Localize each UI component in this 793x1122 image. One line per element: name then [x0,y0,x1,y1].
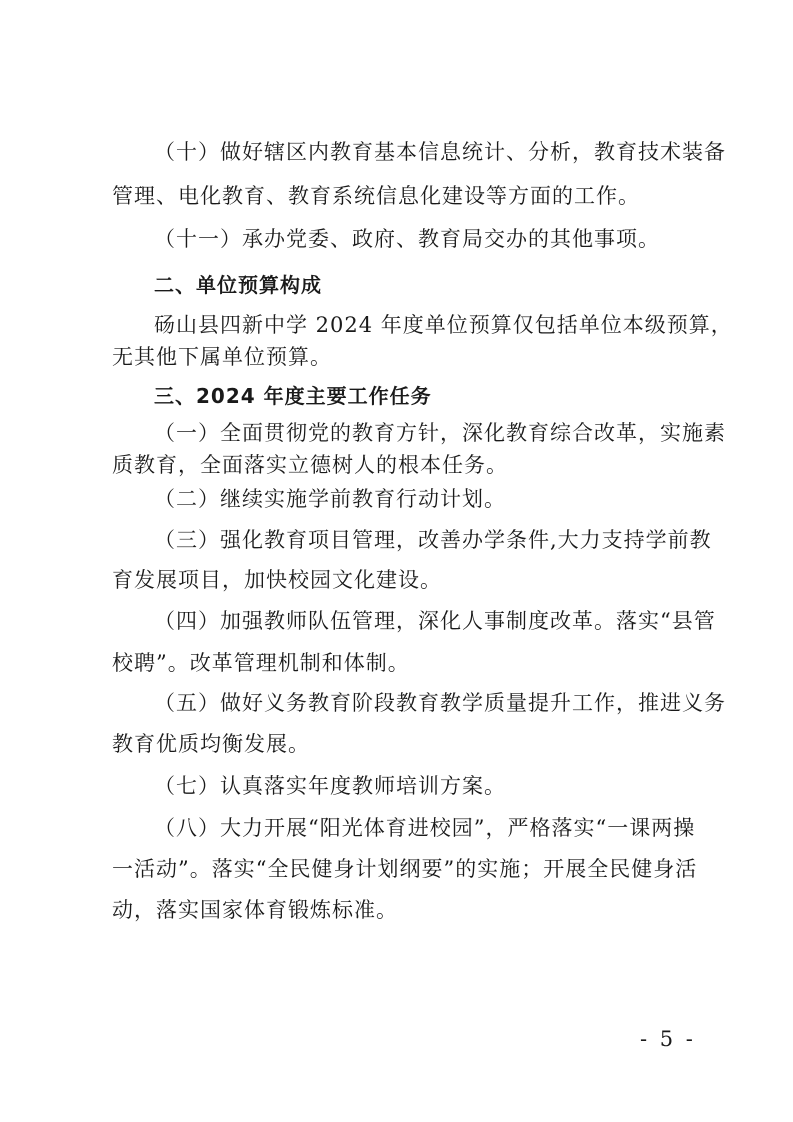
paragraph-line: 一活动”。落实“全民健身计划纲要”的实施；开展全民健身活 [112,857,698,881]
paragraph-line: 校聘”。改革管理机制和体制。 [112,651,410,675]
paragraph-line: 质教育，全面落实立德树人的根本任务。 [112,453,508,477]
paragraph-line: （七）认真落实年度教师培训方案。 [154,774,506,798]
paragraph-line: 动，落实国家体育锻炼标准。 [112,898,398,922]
paragraph-line: 教育优质均衡发展。 [112,732,310,756]
paragraph-line: （十一）承办党委、政府、教育局交办的其他事项。 [154,227,660,251]
paragraph-line: （一）全面贯彻党的教育方针，深化教育综合改革，实施素 [154,421,726,445]
paragraph-line: （四）加强教师队伍管理，深化人事制度改革。落实“县管 [154,609,716,633]
paragraph-line: （八）大力开展“阳光体育进校园”，严格落实“一课两操 [154,816,696,840]
paragraph-line: （十）做好辖区内教育基本信息统计、分析，教育技术装备 [154,140,726,164]
paragraph-line: 砀山县四新中学 2024 年度单位预算仅包括单位本级预算， [154,313,733,337]
paragraph-line: 育发展项目，加快校园文化建设。 [112,568,442,592]
section-heading: 三、2024 年度主要工作任务 [154,384,432,408]
paragraph-line: 管理、电化教育、教育系统信息化建设等方面的工作。 [112,184,640,208]
page-number: - 5 - [640,1027,696,1051]
paragraph-line: （二）继续实施学前教育行动计划。 [154,487,506,511]
paragraph-line: （三）强化教育项目管理，改善办学条件,大力支持学前教 [154,528,712,552]
paragraph-line: （五）做好义务教育阶段教育教学质量提升工作，推进义务 [154,691,726,715]
section-heading: 二、单位预算构成 [154,273,322,297]
paragraph-line: 无其他下属单位预算。 [112,345,332,369]
